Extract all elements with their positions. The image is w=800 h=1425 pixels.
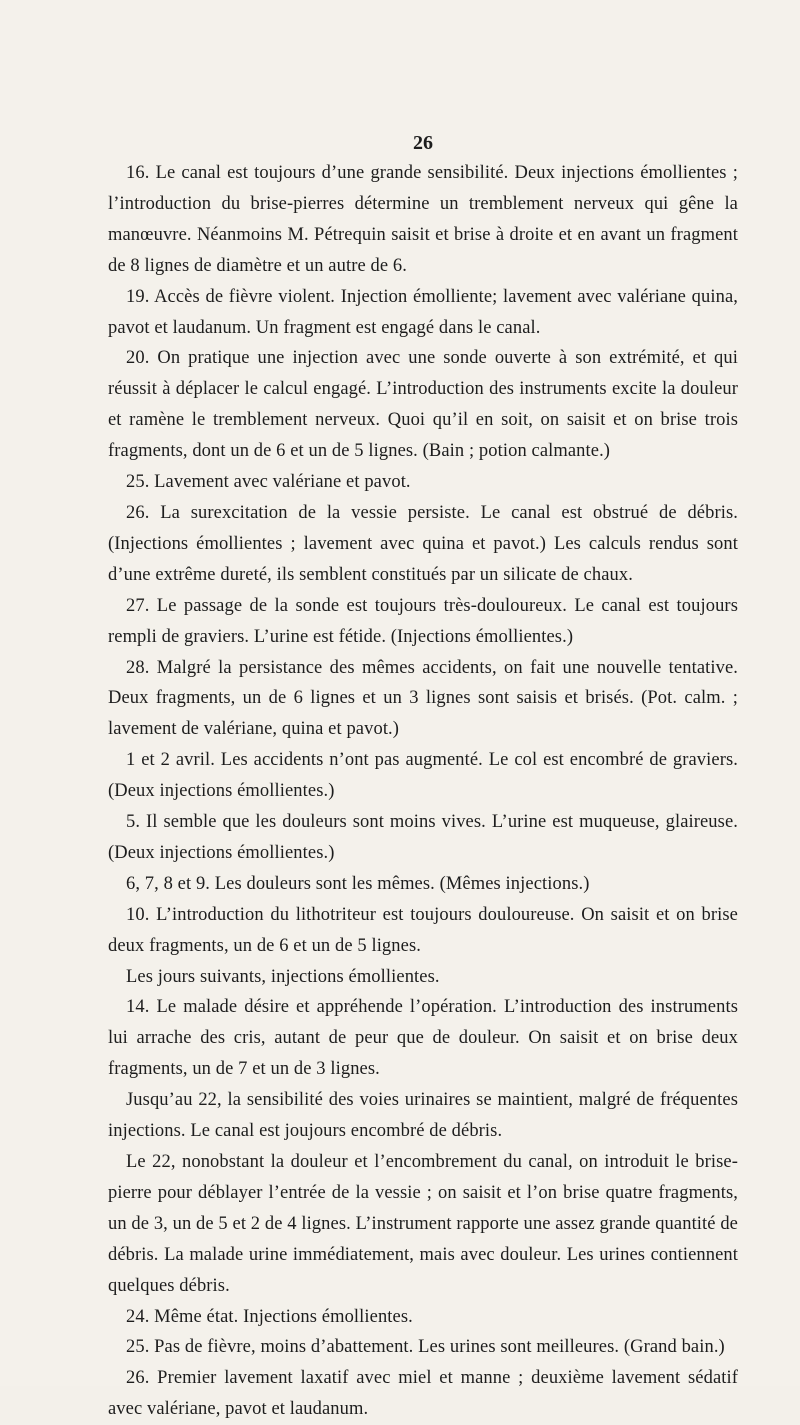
page-number: 26 xyxy=(413,132,433,154)
paragraph-april-26: 26. Premier lavement laxatif avec miel et manne ; deuxième lavement sédatif avec valériane, pavot et laudanum. xyxy=(108,1368,738,1420)
paragraph-19: 19. Accès de fièvre violent. Injection émolliente; lavement avec valériane quina, pavot et laudanum. Un fragment est engagé dans le canal. xyxy=(108,286,738,338)
paragraph-28: 28. Malgré la persistance des mêmes accidents, on fait une nouvelle tentative. Deux fragments, un de 6 lignes et un 3 lignes sont saisis et brisés. (Pot. calm. ; lavement de valériane, quina et pavot.) xyxy=(108,657,738,740)
paragraph-16: 16. Le canal est toujours d’une grande sensibilité. Deux injections émollientes ; l’introduction du brise-pierres détermine un tremblement nerveux qui gêne la manœuvre. Néanmoins M. Pétrequin saisit et brise à droite et en avant un fragment de 8 lignes de diamètre et un autre de 6. xyxy=(108,163,738,276)
paragraph-april-25: 25. Pas de fièvre, moins d’abattement. Les urines sont meilleures. (Grand bain.) xyxy=(126,1337,725,1358)
paragraph-april-10: 10. L’introduction du lithotriteur est toujours douloureuse. On saisit et on brise deux fragments, un de 6 et un de 5 lignes. xyxy=(108,904,738,956)
paragraph-until-22: Jusqu’au 22, la sensibilité des voies urinaires se maintient, malgré de fréquentes injections. Le canal est joujours encombré de débris. xyxy=(108,1090,738,1142)
page-body xyxy=(108,158,738,1425)
paragraph-26: 26. La surexcitation de la vessie persiste. Le canal est obstrué de débris. (Injections émollientes ; lavement avec quina et pavot.) Les calculs rendus sont d’une extrême dureté, ils semblent constitués par un silicate de chaux. xyxy=(108,502,738,585)
paragraph-20: 20. On pratique une injection avec une sonde ouverte à son extrémité, et qui réussit à déplacer le calcul engagé. L’introduction des instruments excite la douleur et ramène le tremblement nerveux. Quoi qu’il en soit, on saisit et on brise trois fragments, dont un de 6 et un de 5 lignes. (Bain ; potion calmante.) xyxy=(108,348,738,462)
paragraph-april-1-2: 1 et 2 avril. Les accidents n’ont pas augmenté. Le col est encombré de graviers. (Deux injections émollientes.) xyxy=(108,750,738,802)
paragraph-april-24: 24. Même état. Injections émollientes. xyxy=(126,1306,413,1327)
paragraph-april-22: Le 22, nonobstant la douleur et l’encombrement du canal, on introduit le brise-pierre pour déblayer l’entrée de la vessie ; on saisit et l’on brise quatre fragments, un de 3, un de 5 et 2 de 4 lignes. L’instrument rapporte une assez grande quantité de débris. La malade urine immédiatement, mais avec douleur. Les urines contiennent quelques débris. xyxy=(108,1152,738,1296)
paragraph-27: 27. Le passage de la sonde est toujours très-douloureux. Le canal est toujours rempli de graviers. L’urine est fétide. (Injections émollientes.) xyxy=(108,595,738,647)
paragraph-25: 25. Lavement avec valériane et pavot. xyxy=(126,472,411,493)
paragraph-april-5: 5. Il semble que les douleurs sont moins vives. L’urine est muqueuse, glaireuse. (Deux injections émollientes.) xyxy=(108,812,738,863)
paragraph-april-14: 14. Le malade désire et appréhende l’opération. L’introduction des instruments lui arrache des cris, autant de peur que de douleur. On saisit et on brise deux fragments, un de 7 et un de 3 lignes. xyxy=(108,997,738,1080)
paragraph-following-days: Les jours suivants, injections émollientes. xyxy=(126,966,440,987)
paragraph-april-6-9: 6, 7, 8 et 9. Les douleurs sont les mêmes. (Mêmes injections.) xyxy=(126,873,590,894)
